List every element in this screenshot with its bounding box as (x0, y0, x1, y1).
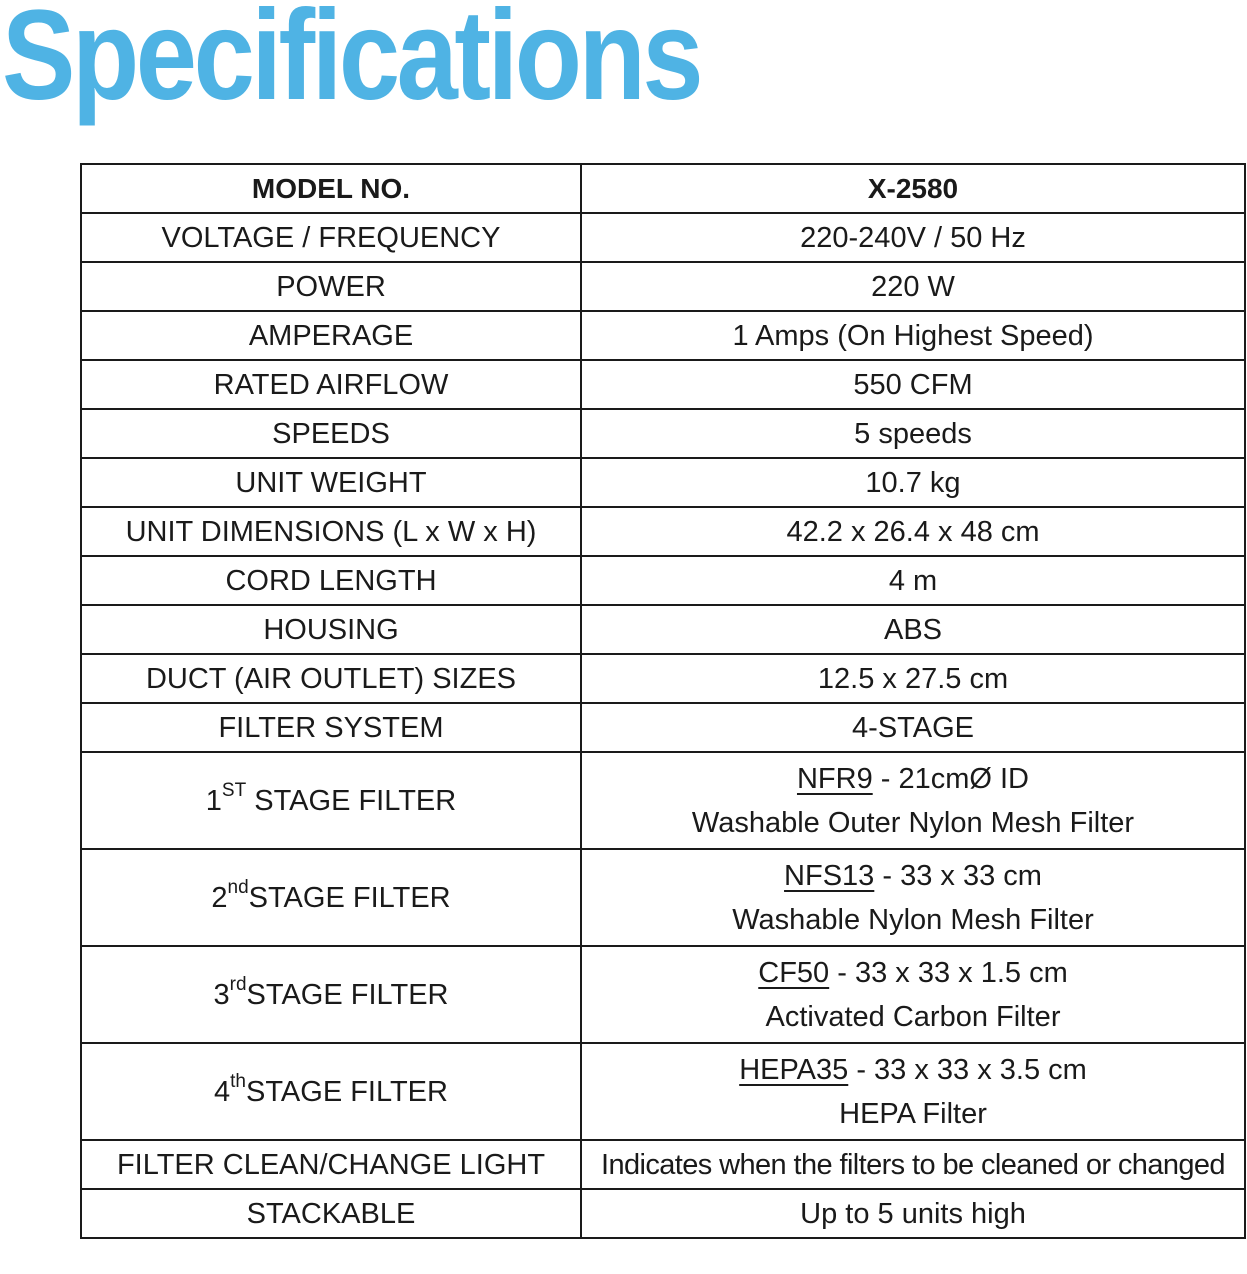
stage-label (81, 1043, 581, 1140)
table-header-row (81, 164, 1245, 213)
spec-label: UNIT WEIGHT (81, 458, 581, 507)
table-row (81, 849, 1245, 946)
table-row (81, 1189, 1245, 1238)
stage-value (581, 752, 1245, 849)
table-row (81, 946, 1245, 1043)
table-row (81, 1140, 1245, 1189)
spec-label: AMPERAGE (81, 311, 581, 360)
stage-number: 2 (211, 881, 228, 914)
spec-value: 4-STAGE (581, 703, 1245, 752)
spec-label: CORD LENGTH (81, 556, 581, 605)
spec-value: 1 Amps (On Highest Speed) (581, 311, 1245, 360)
table-row (81, 262, 1245, 311)
spec-label: VOLTAGE / FREQUENCY (81, 213, 581, 262)
table-row (81, 654, 1245, 703)
spec-value: 4 m (581, 556, 1245, 605)
spec-label: SPEEDS (81, 409, 581, 458)
spec-value: Indicates when the filters to be cleaned or changed (581, 1140, 1245, 1189)
model-label: MODEL NO. (81, 164, 581, 213)
spec-value: 12.5 x 27.5 cm (581, 654, 1245, 703)
spec-value: 220 W (581, 262, 1245, 311)
table-row (81, 752, 1245, 849)
filter-code: NFR9 (796, 762, 873, 795)
stage-label (81, 849, 581, 946)
spec-value: 5 speeds (581, 409, 1245, 458)
model-value: X-2580 (581, 164, 1245, 213)
spec-value: 550 CFM (581, 360, 1245, 409)
stage-number: 3 (213, 978, 230, 1011)
page-title: Specifications (2, 0, 701, 127)
stage-label (81, 752, 581, 849)
filter-description: Washable Nylon Mesh Filter (732, 903, 1094, 936)
spec-value: 10.7 kg (581, 458, 1245, 507)
filter-description: Activated Carbon Filter (765, 1000, 1061, 1033)
table-row (81, 360, 1245, 409)
spec-label: POWER (81, 262, 581, 311)
spec-value: Up to 5 units high (581, 1189, 1245, 1238)
table-row (81, 507, 1245, 556)
filter-description: Washable Outer Nylon Mesh Filter (691, 806, 1135, 839)
spec-label: DUCT (AIR OUTLET) SIZES (81, 654, 581, 703)
table-row (81, 1043, 1245, 1140)
filter-code: HEPA35 (739, 1053, 849, 1086)
filter-spec: - 33 x 33 cm (874, 859, 1042, 892)
table-row (81, 458, 1245, 507)
stage-value (581, 1043, 1245, 1140)
stage-ordinal-suffix: ST (221, 779, 247, 801)
stage-value (581, 849, 1245, 946)
spec-label: HOUSING (81, 605, 581, 654)
specifications-table (80, 163, 1246, 1239)
spec-value: 220-240V / 50 Hz (581, 213, 1245, 262)
spec-label: STACKABLE (81, 1189, 581, 1238)
spec-label: UNIT DIMENSIONS (L x W x H) (81, 507, 581, 556)
filter-spec: - 33 x 33 x 1.5 cm (829, 956, 1068, 989)
stage-ordinal-suffix: th (230, 1070, 247, 1092)
table-row (81, 703, 1245, 752)
spec-value: 42.2 x 26.4 x 48 cm (581, 507, 1245, 556)
filter-spec: - 33 x 33 x 3.5 cm (848, 1053, 1087, 1086)
filter-spec: - 21cmØ ID (872, 762, 1030, 795)
stage-label (81, 946, 581, 1043)
table-row (81, 409, 1245, 458)
filter-code: NFS13 (784, 859, 875, 892)
spec-label: FILTER SYSTEM (81, 703, 581, 752)
stage-ordinal-suffix: nd (227, 876, 249, 898)
stage-label-text: STAGE FILTER (246, 1075, 448, 1108)
stage-label-text: STAGE FILTER (246, 978, 449, 1011)
spec-value: ABS (581, 605, 1245, 654)
table-row (81, 605, 1245, 654)
stage-number: 4 (214, 1075, 231, 1108)
stage-label-text: STAGE FILTER (254, 784, 457, 817)
spec-label: RATED AIRFLOW (81, 360, 581, 409)
spec-label: FILTER CLEAN/CHANGE LIGHT (81, 1140, 581, 1189)
stage-value (581, 946, 1245, 1043)
table-row (81, 213, 1245, 262)
stage-ordinal-suffix: rd (229, 973, 247, 995)
stage-number: 1 (205, 784, 222, 817)
table-row (81, 311, 1245, 360)
filter-description: HEPA Filter (839, 1097, 987, 1130)
stage-label-text: STAGE FILTER (248, 881, 451, 914)
filter-code: CF50 (758, 956, 830, 989)
table-row (81, 556, 1245, 605)
